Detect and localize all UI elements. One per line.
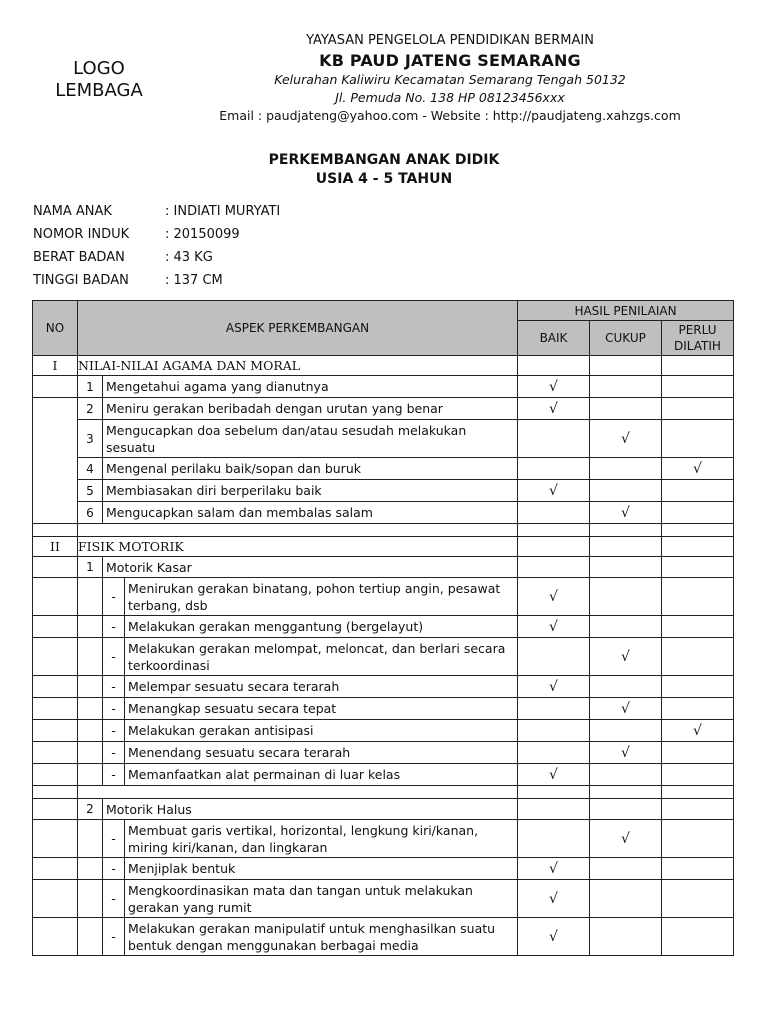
result-good-cell (518, 720, 590, 742)
school-address: Kelurahan Kaliwiru Kecamatan Semarang Tengah 50132 (274, 72, 626, 87)
header-no: NO (33, 301, 78, 356)
check-mark: √ (549, 766, 558, 783)
item-bullet: - (103, 676, 125, 698)
table-row (33, 676, 734, 698)
logo-placeholder (40, 58, 158, 102)
result-good-cell (518, 918, 590, 956)
check-mark: √ (621, 700, 630, 717)
info-row (33, 269, 280, 292)
section-row (33, 537, 734, 557)
document-title (0, 151, 768, 189)
item-bullet: - (103, 638, 125, 676)
item-text: Membuat garis vertikal, horizontal, lengkung kiri/kanan, miring kiri/kanan, dan lingkaran (125, 820, 518, 858)
result-empty-cell (662, 537, 734, 557)
info-row (33, 200, 280, 223)
letterhead (160, 31, 740, 125)
indent-cell (78, 720, 103, 742)
result-empty-cell (518, 356, 590, 376)
item-number: 5 (78, 480, 103, 502)
item-bullet: - (103, 764, 125, 786)
item-bullet: - (103, 698, 125, 720)
result-good-cell (518, 820, 590, 858)
indent-cell (78, 698, 103, 720)
result-empty-cell (662, 786, 734, 799)
result-empty-cell (662, 799, 734, 820)
result-enough-cell (590, 676, 662, 698)
header-train-line-2: DILATIH (674, 339, 721, 353)
indent-cell (78, 918, 103, 956)
table-row (33, 578, 734, 616)
student-info (33, 200, 280, 292)
result-good-cell (518, 578, 590, 616)
info-value: : 43 KG (165, 250, 213, 265)
result-train-cell (662, 616, 734, 638)
no-cell (33, 786, 78, 799)
table-row (33, 720, 734, 742)
result-empty-cell (590, 786, 662, 799)
result-train-cell (662, 502, 734, 524)
info-value: : INDIATI MURYATI (165, 204, 281, 219)
result-empty-cell (590, 356, 662, 376)
result-empty-cell (590, 537, 662, 557)
no-cell (33, 616, 78, 638)
result-good-cell (518, 742, 590, 764)
result-good-cell (518, 458, 590, 480)
table-row (33, 420, 734, 458)
subgroup-row (33, 799, 734, 820)
no-cell (33, 524, 78, 537)
section-row (33, 356, 734, 376)
check-mark: √ (621, 744, 630, 761)
logo-line-1: LOGO (73, 58, 125, 79)
result-good-cell (518, 676, 590, 698)
subgroup-title: Motorik Kasar (103, 557, 518, 578)
no-cell (33, 799, 78, 820)
header-good: BAIK (518, 321, 590, 356)
item-number: 1 (78, 376, 103, 398)
info-label: TINGGI BADAN (33, 273, 129, 288)
check-mark: √ (621, 430, 630, 447)
item-text: Melakukan gerakan manipulatif untuk menghasilkan suatu bentuk dengan menggunakan berbagai media (125, 918, 518, 956)
section-number: II (33, 537, 78, 557)
result-good-cell (518, 502, 590, 524)
item-bullet: - (103, 880, 125, 918)
item-number: 3 (78, 420, 103, 458)
no-cell (33, 742, 78, 764)
header-result: HASIL PENILAIAN (518, 301, 734, 321)
result-train-cell (662, 698, 734, 720)
table-row (33, 764, 734, 786)
item-text: Melakukan gerakan menggantung (bergelayut) (125, 616, 518, 638)
result-empty-cell (662, 356, 734, 376)
no-cell (33, 638, 78, 676)
result-train-cell (662, 376, 734, 398)
table-row (33, 698, 734, 720)
info-label: BERAT BADAN (33, 250, 125, 265)
item-number: 2 (78, 398, 103, 420)
no-cell (33, 557, 78, 578)
item-text: Mengucapkan doa sebelum dan/atau sesudah melakukan sesuatu (103, 420, 518, 458)
result-enough-cell (590, 458, 662, 480)
item-text: Memanfaatkan alat permainan di luar kelas (125, 764, 518, 786)
result-train-cell (662, 764, 734, 786)
check-mark: √ (549, 618, 558, 635)
no-cell (33, 458, 78, 480)
item-number: 6 (78, 502, 103, 524)
result-empty-cell (518, 537, 590, 557)
result-enough-cell (590, 638, 662, 676)
result-good-cell (518, 880, 590, 918)
item-bullet: - (103, 578, 125, 616)
item-bullet: - (103, 616, 125, 638)
result-empty-cell (590, 799, 662, 820)
spacer-cell (78, 524, 518, 537)
item-text: Mengetahui agama yang dianutnya (103, 376, 518, 398)
result-good-cell (518, 638, 590, 676)
item-number: 4 (78, 458, 103, 480)
spacer-cell (78, 786, 518, 799)
result-train-cell (662, 480, 734, 502)
item-text: Menjiplak bentuk (125, 858, 518, 880)
logo-line-2: LEMBAGA (55, 80, 143, 101)
no-cell (33, 398, 78, 420)
info-value: : 137 CM (165, 273, 223, 288)
indent-cell (78, 858, 103, 880)
check-mark: √ (549, 860, 558, 877)
result-good-cell (518, 858, 590, 880)
result-enough-cell (590, 820, 662, 858)
result-train-cell (662, 578, 734, 616)
result-train-cell (662, 918, 734, 956)
header-train-line-1: PERLU (678, 323, 717, 337)
school-street: Jl. Pemuda No. 138 HP 08123456xxx (335, 90, 565, 105)
no-cell (33, 820, 78, 858)
item-text: Menangkap sesuatu secara tepat (125, 698, 518, 720)
header-enough: CUKUP (590, 321, 662, 356)
table-row (33, 480, 734, 502)
check-mark: √ (621, 648, 630, 665)
result-train-cell (662, 742, 734, 764)
no-cell (33, 880, 78, 918)
indent-cell (78, 638, 103, 676)
no-cell (33, 918, 78, 956)
indent-cell (78, 676, 103, 698)
no-cell (33, 676, 78, 698)
check-mark: √ (549, 588, 558, 605)
item-text: Menendang sesuatu secara terarah (125, 742, 518, 764)
item-bullet: - (103, 720, 125, 742)
result-enough-cell (590, 918, 662, 956)
item-text: Melakukan gerakan melompat, meloncat, dan berlari secara terkoordinasi (125, 638, 518, 676)
result-enough-cell (590, 698, 662, 720)
result-good-cell (518, 376, 590, 398)
result-enough-cell (590, 398, 662, 420)
indent-cell (78, 578, 103, 616)
no-cell (33, 698, 78, 720)
item-bullet: - (103, 918, 125, 956)
section-title: FISIK MOTORIK (78, 537, 518, 557)
check-mark: √ (693, 722, 702, 739)
spacer-row (33, 786, 734, 799)
result-enough-cell (590, 742, 662, 764)
result-train-cell (662, 458, 734, 480)
title-line-1: PERKEMBANGAN ANAK DIDIK (268, 152, 500, 168)
table-row (33, 458, 734, 480)
no-cell (33, 420, 78, 458)
result-enough-cell (590, 720, 662, 742)
result-train-cell (662, 676, 734, 698)
indent-cell (78, 742, 103, 764)
indent-cell (78, 820, 103, 858)
info-row (33, 246, 280, 269)
item-bullet: - (103, 858, 125, 880)
item-text: Mengenal perilaku baik/sopan dan buruk (103, 458, 518, 480)
check-mark: √ (549, 378, 558, 395)
result-enough-cell (590, 764, 662, 786)
spacer-row (33, 524, 734, 537)
table-row (33, 880, 734, 918)
item-text: Membiasakan diri berperilaku baik (103, 480, 518, 502)
check-mark: √ (549, 482, 558, 499)
school-contact: Email : paudjateng@yahoo.com - Website : http://paudjateng.xahzgs.com (219, 108, 681, 123)
subgroup-number: 1 (78, 557, 103, 578)
result-empty-cell (590, 557, 662, 578)
result-enough-cell (590, 376, 662, 398)
item-text: Menirukan gerakan binatang, pohon tertiup angin, pesawat terbang, dsb (125, 578, 518, 616)
table-row (33, 918, 734, 956)
no-cell (33, 858, 78, 880)
title-line-2: USIA 4 - 5 TAHUN (315, 171, 453, 187)
assessment-table (32, 300, 734, 956)
table-row (33, 742, 734, 764)
check-mark: √ (621, 830, 630, 847)
no-cell (33, 376, 78, 398)
indent-cell (78, 880, 103, 918)
header-train (662, 321, 734, 356)
result-empty-cell (518, 799, 590, 820)
indent-cell (78, 616, 103, 638)
subgroup-row (33, 557, 734, 578)
result-enough-cell (590, 578, 662, 616)
school-name: KB PAUD JATENG SEMARANG (319, 51, 581, 70)
item-bullet: - (103, 742, 125, 764)
item-text: Mengkoordinasikan mata dan tangan untuk melakukan gerakan yang rumit (125, 880, 518, 918)
table-row (33, 638, 734, 676)
result-empty-cell (518, 524, 590, 537)
check-mark: √ (549, 400, 558, 417)
check-mark: √ (549, 890, 558, 907)
foundation-name: YAYASAN PENGELOLA PENDIDIKAN BERMAIN (306, 33, 594, 48)
result-empty-cell (518, 786, 590, 799)
result-good-cell (518, 398, 590, 420)
indent-cell (78, 764, 103, 786)
result-good-cell (518, 616, 590, 638)
result-enough-cell (590, 502, 662, 524)
no-cell (33, 502, 78, 524)
table-row (33, 820, 734, 858)
result-empty-cell (662, 524, 734, 537)
item-text: Melempar sesuatu secara terarah (125, 676, 518, 698)
result-train-cell (662, 398, 734, 420)
result-good-cell (518, 698, 590, 720)
info-label: NAMA ANAK (33, 204, 112, 219)
result-train-cell (662, 420, 734, 458)
section-number: I (33, 356, 78, 376)
result-enough-cell (590, 420, 662, 458)
result-train-cell (662, 820, 734, 858)
result-empty-cell (590, 524, 662, 537)
no-cell (33, 578, 78, 616)
table-row (33, 858, 734, 880)
assessment-body (33, 356, 734, 956)
result-enough-cell (590, 616, 662, 638)
result-empty-cell (518, 557, 590, 578)
item-text: Mengucapkan salam dan membalas salam (103, 502, 518, 524)
item-text: Melakukan gerakan antisipasi (125, 720, 518, 742)
subgroup-title: Motorik Halus (103, 799, 518, 820)
header-aspect: ASPEK PERKEMBANGAN (78, 301, 518, 356)
check-mark: √ (621, 504, 630, 521)
check-mark: √ (693, 460, 702, 477)
item-text: Meniru gerakan beribadah dengan urutan yang benar (103, 398, 518, 420)
section-title: NILAI-NILAI AGAMA DAN MORAL (78, 356, 518, 376)
no-cell (33, 720, 78, 742)
result-good-cell (518, 764, 590, 786)
result-empty-cell (662, 557, 734, 578)
result-enough-cell (590, 480, 662, 502)
item-bullet: - (103, 820, 125, 858)
result-train-cell (662, 880, 734, 918)
no-cell (33, 480, 78, 502)
check-mark: √ (549, 928, 558, 945)
result-enough-cell (590, 880, 662, 918)
result-good-cell (518, 420, 590, 458)
info-value: : 20150099 (165, 227, 240, 242)
no-cell (33, 764, 78, 786)
table-row (33, 616, 734, 638)
result-enough-cell (590, 858, 662, 880)
table-row (33, 502, 734, 524)
check-mark: √ (549, 678, 558, 695)
result-train-cell (662, 638, 734, 676)
table-row (33, 398, 734, 420)
result-train-cell (662, 858, 734, 880)
subgroup-number: 2 (78, 799, 103, 820)
info-label: NOMOR INDUK (33, 227, 130, 242)
info-row (33, 223, 280, 246)
table-row (33, 376, 734, 398)
result-train-cell (662, 720, 734, 742)
result-good-cell (518, 480, 590, 502)
